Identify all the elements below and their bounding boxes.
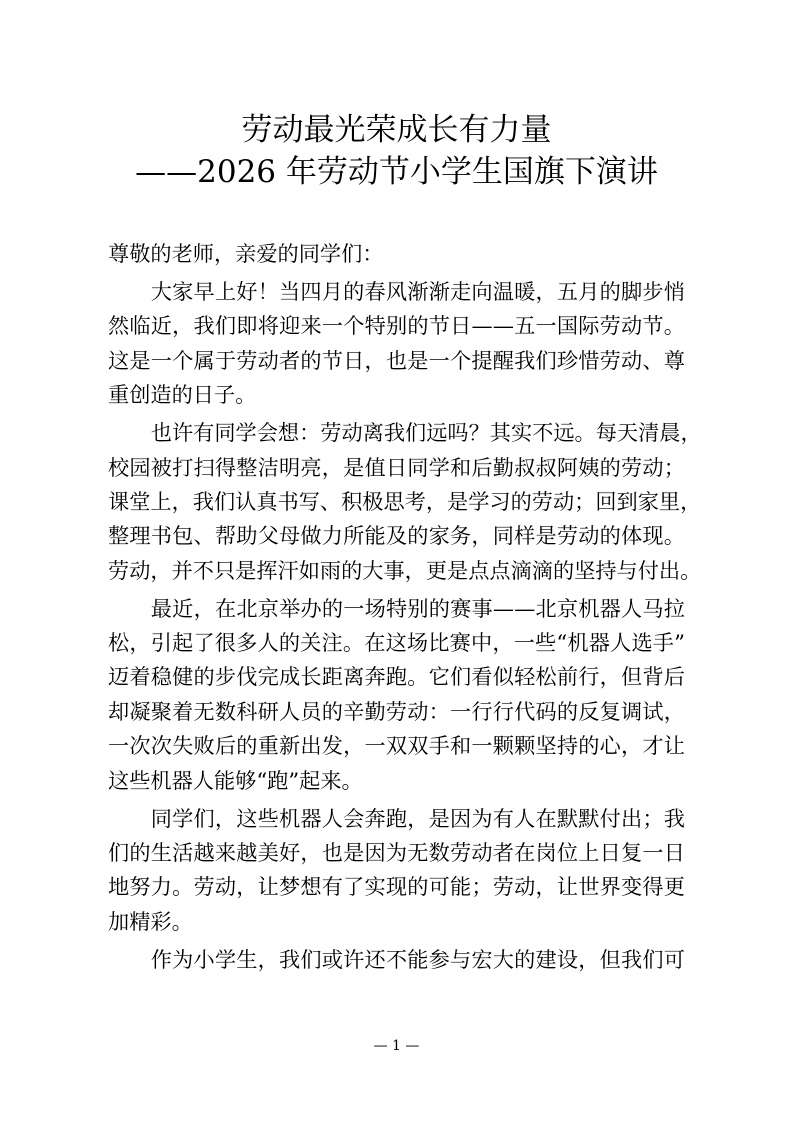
document-title: 劳动最光荣成长有力量 bbox=[241, 112, 552, 148]
text-line: 地努力。劳动，让梦想有了实现的可能；劳动，让世界变得更 bbox=[108, 874, 685, 900]
text-line: 校园被打扫得整洁明亮，是值日同学和后勤叔叔阿姨的劳动； bbox=[108, 454, 685, 480]
salutation: 尊敬的老师，亲爱的同学们： bbox=[108, 241, 384, 266]
paragraph bbox=[108, 275, 685, 413]
text-line: 松，引起了很多人的关注。在这场比赛中，一些“机器人选手” bbox=[108, 630, 685, 656]
paragraph bbox=[108, 802, 685, 940]
paragraph bbox=[108, 943, 685, 977]
text-line: 最近，在北京举办的一场特别的赛事——北京机器人马拉 bbox=[150, 595, 685, 621]
text-line: 加精彩。 bbox=[108, 908, 193, 934]
paragraph bbox=[108, 416, 702, 588]
text-line: 作为小学生，我们或许还不能参与宏大的建设，但我们可 bbox=[150, 946, 685, 972]
paragraph bbox=[108, 592, 685, 798]
text-line: 重创造的日子。 bbox=[108, 382, 257, 408]
text-line: 同学们，这些机器人会奔跑，是因为有人在默默付出；我 bbox=[150, 805, 685, 831]
text-line: 却凝聚着无数科研人员的辛勤劳动：一行行代码的反复调试， bbox=[108, 698, 685, 724]
text-line: 劳动，并不只是挥汗如雨的大事，更是点点滴滴的坚持与付出。 bbox=[108, 557, 702, 583]
text-line: 们的生活越来越美好，也是因为无数劳动者在岗位上日复一日 bbox=[108, 840, 685, 866]
text-line: 然临近，我们即将迎来一个特别的节日——五一国际劳动节。 bbox=[108, 313, 685, 339]
text-line: 这是一个属于劳动者的节日，也是一个提醒我们珍惜劳动、尊 bbox=[108, 347, 685, 373]
document-subtitle: ——2026 年劳动节小学生国旗下演讲 bbox=[135, 154, 658, 190]
page-number: — 1 — bbox=[373, 1038, 420, 1054]
text-line: 这些机器人能够“跑”起来。 bbox=[108, 767, 363, 793]
text-line: 课堂上，我们认真书写、积极思考，是学习的劳动；回到家里， bbox=[108, 488, 702, 514]
text-line: 大家早上好！当四月的春风渐渐走向温暖，五月的脚步悄 bbox=[150, 278, 685, 304]
text-line: 整理书包、帮助父母做力所能及的家务，同样是劳动的体现。 bbox=[108, 523, 685, 549]
text-line: 迈着稳健的步伐完成长距离奔跑。它们看似轻松前行，但背后 bbox=[108, 664, 685, 690]
text-line: 也许有同学会想：劳动离我们远吗？其实不远。每天清晨， bbox=[150, 420, 702, 446]
document-body bbox=[108, 237, 702, 977]
text-line: 一次次失败后的重新出发，一双双手和一颗颗坚持的心，才让 bbox=[108, 733, 685, 759]
